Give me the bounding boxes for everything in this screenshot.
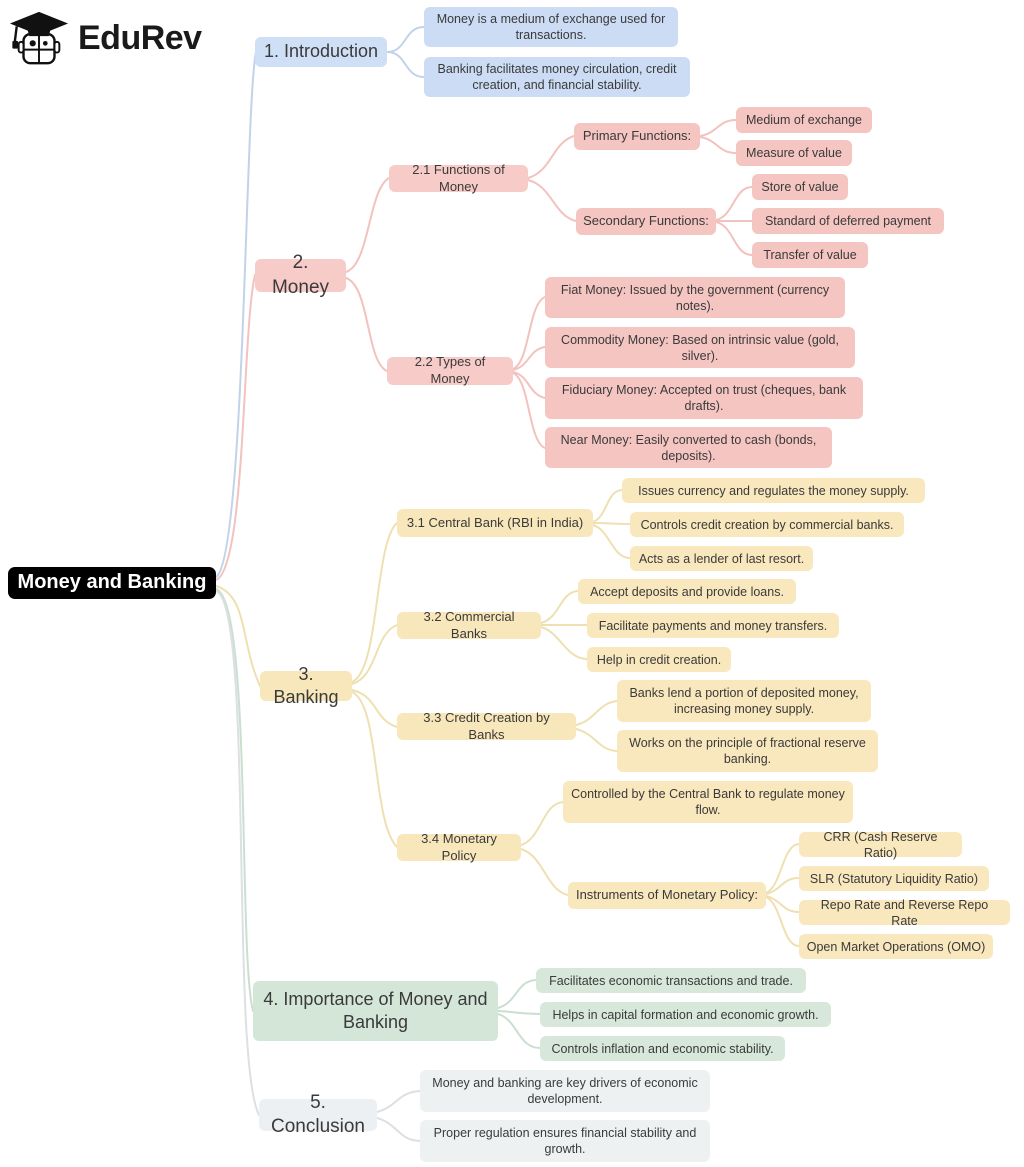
node-instruments-of-monetary-policy: Instruments of Monetary Policy: [568, 882, 766, 909]
node-controlled-by-central-bank: Controlled by the Central Bank to regulate money flow. [563, 781, 853, 823]
node-lender-of-last-resort: Acts as a lender of last resort. [630, 546, 813, 571]
node-slr: SLR (Statutory Liquidity Ratio) [799, 866, 989, 891]
node-functions-of-money: 2.1 Functions of Money [389, 165, 528, 192]
node-central-bank: 3.1 Central Bank (RBI in India) [397, 509, 593, 537]
node-key-drivers: Money and banking are key drivers of economic development. [420, 1070, 710, 1112]
node-conclusion: 5. Conclusion [259, 1099, 377, 1131]
node-banks-lend-portion: Banks lend a portion of deposited money, increasing money supply. [617, 680, 871, 722]
edurev-logo-icon [8, 6, 70, 70]
node-store-of-value: Store of value [752, 174, 848, 200]
node-types-of-money: 2.2 Types of Money [387, 357, 513, 385]
node-help-credit-creation: Help in credit creation. [587, 647, 731, 672]
node-open-market-operations: Open Market Operations (OMO) [799, 934, 993, 959]
node-near-money: Near Money: Easily converted to cash (bonds, deposits). [545, 427, 832, 468]
node-proper-regulation: Proper regulation ensures financial stability and growth. [420, 1120, 710, 1162]
root-node-money-and-banking: Money and Banking [8, 567, 216, 599]
node-introduction: 1. Introduction [255, 37, 387, 67]
node-issues-currency: Issues currency and regulates the money supply. [622, 478, 925, 503]
node-facilitate-payments: Facilitate payments and money transfers. [587, 613, 839, 638]
node-credit-creation-by-banks: 3.3 Credit Creation by Banks [397, 713, 576, 740]
node-accept-deposits: Accept deposits and provide loans. [578, 579, 796, 604]
node-money: 2. Money [255, 259, 346, 292]
node-medium-of-exchange: Medium of exchange [736, 107, 872, 133]
node-controls-inflation: Controls inflation and economic stability. [540, 1036, 785, 1061]
node-standard-of-deferred-payment: Standard of deferred payment [752, 208, 944, 234]
node-controls-credit-creation: Controls credit creation by commercial banks. [630, 512, 904, 537]
node-fiduciary-money: Fiduciary Money: Accepted on trust (cheques, bank drafts). [545, 377, 863, 419]
connector-group-introduction [216, 27, 424, 577]
node-measure-of-value: Measure of value [736, 140, 852, 166]
node-commercial-banks: 3.2 Commercial Banks [397, 612, 541, 639]
node-fiat-money: Fiat Money: Issued by the government (currency notes). [545, 277, 845, 318]
node-transfer-of-value: Transfer of value [752, 242, 868, 268]
node-monetary-policy: 3.4 Monetary Policy [397, 834, 521, 861]
node-intro-point-2: Banking facilitates money circulation, credit creation, and financial stability. [424, 57, 690, 97]
node-capital-formation: Helps in capital formation and economic growth. [540, 1002, 831, 1027]
node-repo-rate: Repo Rate and Reverse Repo Rate [799, 900, 1010, 925]
connector-group-importance [216, 589, 540, 1048]
node-secondary-functions: Secondary Functions: [576, 208, 716, 235]
node-importance: 4. Importance of Money and Banking [253, 981, 498, 1041]
node-facilitates-transactions: Facilitates economic transactions and trade. [536, 968, 806, 993]
brand-header [8, 6, 202, 70]
node-primary-functions: Primary Functions: [574, 123, 700, 150]
node-crr: CRR (Cash Reserve Ratio) [799, 832, 962, 857]
node-fractional-reserve: Works on the principle of fractional reserve banking. [617, 730, 878, 772]
node-banking: 3. Banking [260, 671, 352, 701]
node-commodity-money: Commodity Money: Based on intrinsic value (gold, silver). [545, 327, 855, 368]
brand-name: EduRev [78, 18, 202, 57]
node-intro-point-1: Money is a medium of exchange used for transactions. [424, 7, 678, 47]
